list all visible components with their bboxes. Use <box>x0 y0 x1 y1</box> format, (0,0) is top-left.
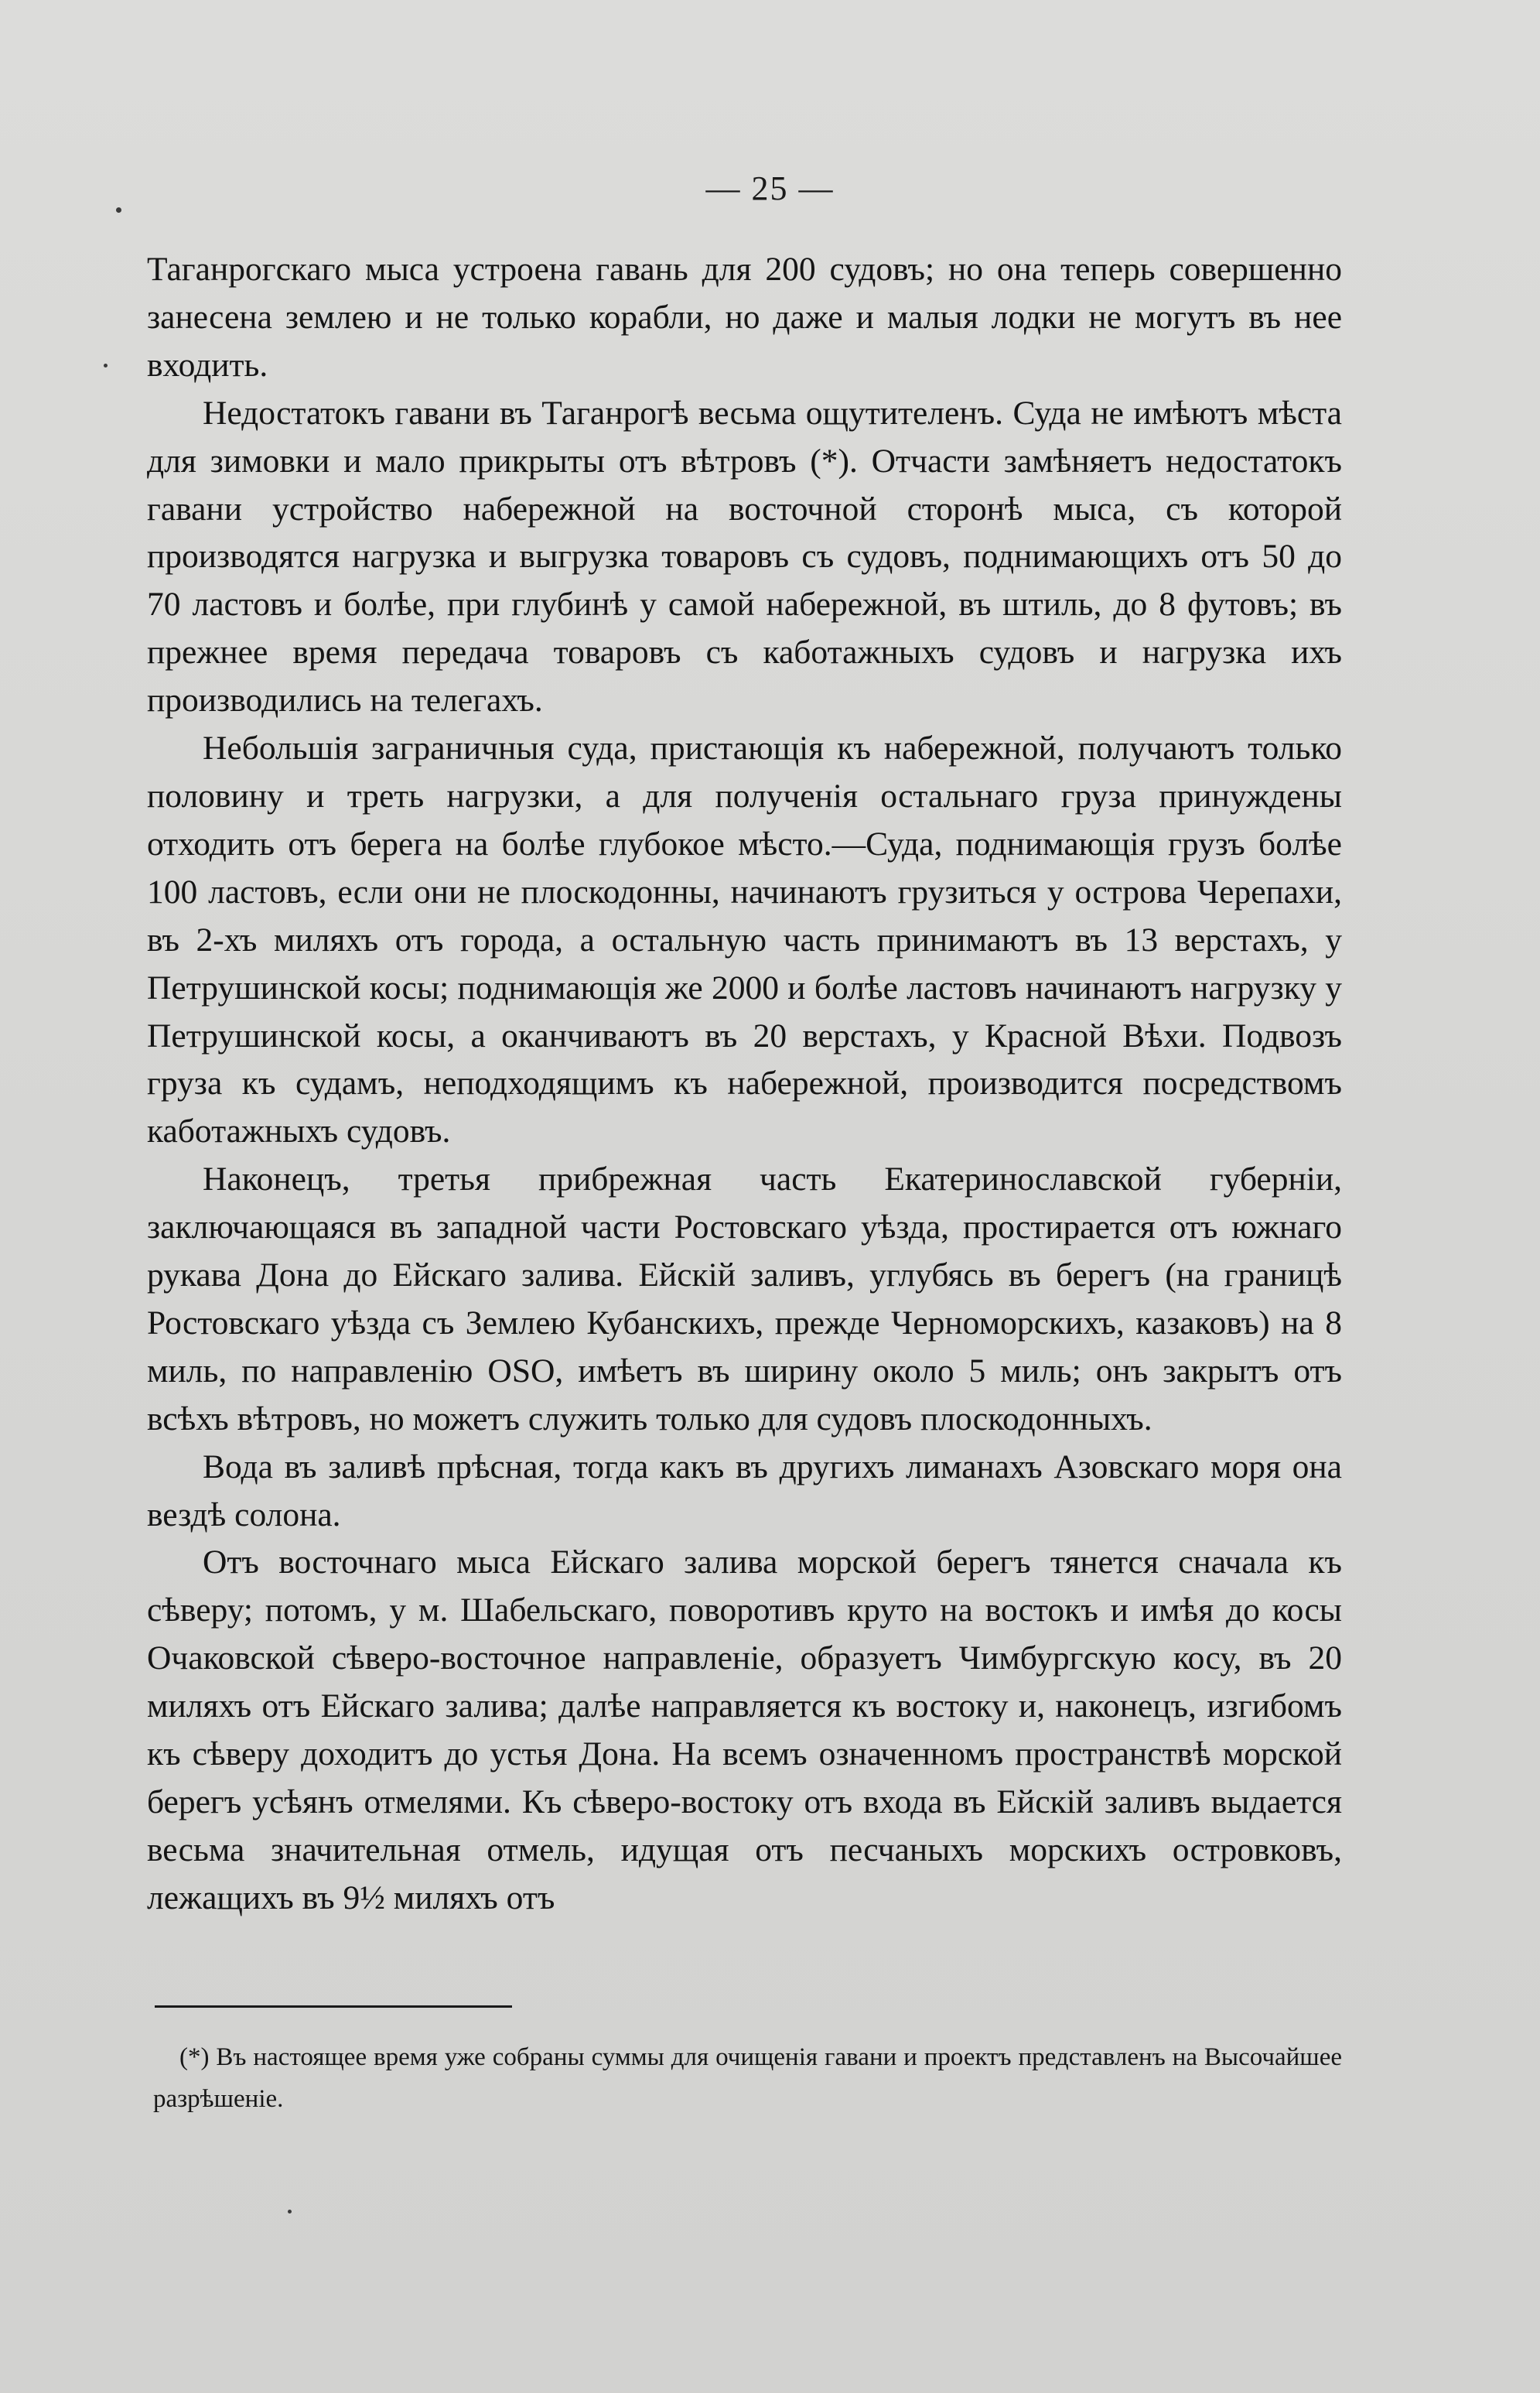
paragraph-6: Отъ восточнаго мыса Ейскаго залива морской берегъ тянется сначала къ сѣверу; потомъ, у м. Шабельскаго, поворотивъ круто на востокъ и имѣя до косы Очаковской сѣверо-восточное направленіе, образуетъ Чимбургскую косу, въ 20 миляхъ отъ Ейскаго залива; далѣе направляется къ востоку и, наконецъ, изгибомъ къ сѣверу доходитъ до устья Дона. На всемъ означенномъ пространствѣ морской берегъ усѣянъ отмелями. Къ сѣверо-востоку отъ входа въ Ейскій заливъ выдается весьма значительная отмель, идущая отъ песчаныхъ морскихъ островковъ, лежащихъ въ 9½ миляхъ отъ <box>147 1543 1342 1916</box>
paragraph-4: Наконецъ, третья прибрежная часть Екатеринославской губерніи, заключающаяся въ западной части Ростовскаго уѣзда, простирается отъ южнаго рукава Дона до Ейскаго залива. Ейскій заливъ, углубясь въ берегъ (на границѣ Ростовскаго уѣзда съ Землею Кубанскихъ, прежде Черноморскихъ, казаковъ) на 8 миль, по направленію OSO, имѣетъ въ ширину около 5 миль; онъ закрытъ отъ всѣхъ вѣтровъ, но можетъ служить только для судовъ плоскодонныхъ. <box>147 1161 1342 1438</box>
paragraph-5: Вода въ заливѣ прѣсная, тогда какъ въ другихъ лиманахъ Азовскаго моря она вездѣ солона. <box>147 1448 1342 1533</box>
footnote: (*) Въ настоящее время уже собраны суммы для очищенія гавани и проектъ представленъ на Высочайшее разрѣшеніе. <box>153 2043 1342 2113</box>
paragraph-2: Недостатокъ гавани въ Таганрогѣ весьма ощутителенъ. Суда не имѣютъ мѣста для зимовки и мало прикрыты отъ вѣтровъ (*). Отчасти замѣняетъ недостатокъ гавани устройство набережной на восточной сторонѣ мыса, съ которой производятся нагрузка и выгрузка товаровъ съ судовъ, поднимающихъ отъ 50 до 70 ластовъ и болѣе, при глубинѣ у самой набережной, въ штиль, до 8 футовъ; въ прежнее время передача товаровъ съ каботажныхъ судовъ и нагрузка ихъ производились на телегахъ. <box>147 394 1342 720</box>
paper-speck <box>116 207 121 213</box>
paragraph-3: Небольшія заграничныя суда, пристающія къ набережной, получаютъ только половину и треть нагрузки, а для полученія остальнаго груза принуждены отходить отъ берега на болѣе глубокое мѣсто.—Суда, поднимающія грузъ болѣе 100 ластовъ, если они не плоскодонны, начинаютъ грузиться у острова Черепахи, въ 2-хъ миляхъ отъ города, а остальную часть принимаютъ въ 13 верстахъ, у Петрушинской косы; поднимающія же 2000 и болѣе ластовъ начинаютъ нагрузку у Петрушинской косы, а оканчиваютъ въ 20 верстахъ, у Красной Вѣхи. Подвозъ груза къ судамъ, неподходящимъ къ набережной, производится посредствомъ каботажныхъ судовъ. <box>147 730 1342 1150</box>
page-number: — 25 — <box>705 169 835 207</box>
footnote-divider <box>155 2005 512 2008</box>
body-text <box>147 246 1342 1923</box>
paper-speck <box>288 2210 292 2214</box>
paper-speck <box>104 364 108 367</box>
paragraph-1: Таганрогскаго мыса устроена гавань для 200 судовъ; но она теперь совершенно занесена землею и не только корабли, но даже и малыя лодки не могутъ въ нее входить. <box>147 251 1342 384</box>
